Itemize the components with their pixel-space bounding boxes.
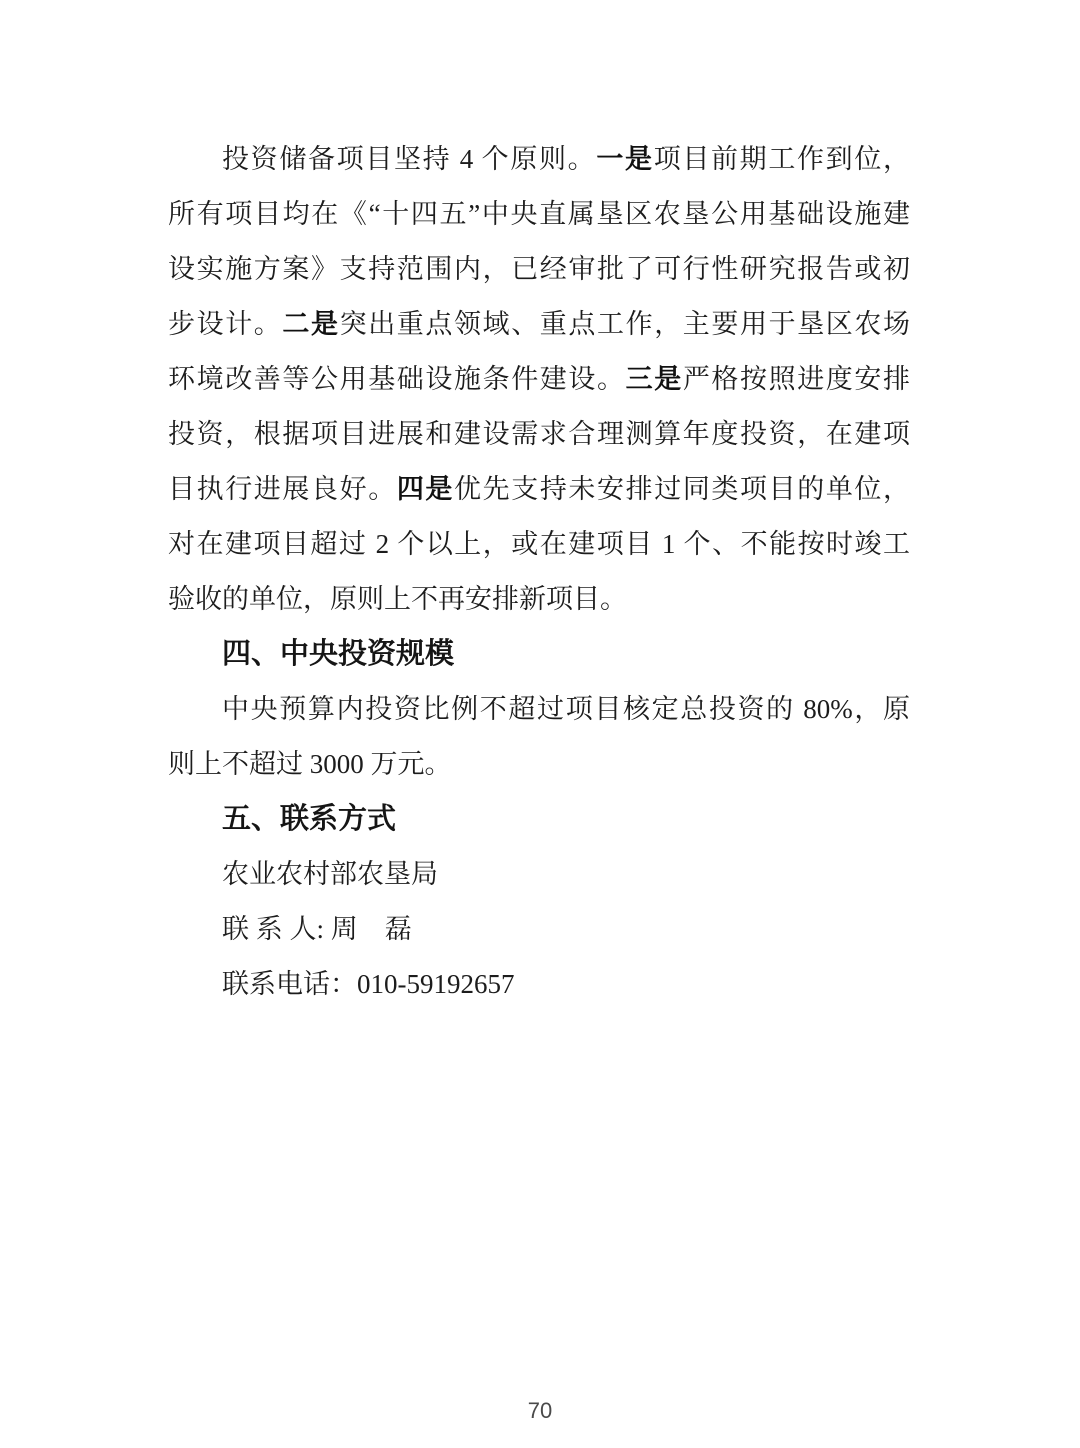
page-number: 70 — [527, 1398, 553, 1423]
body-text: 所有项目均在《“十四五”中央直属垦区农垦公用基础设施建 — [168, 199, 910, 229]
paragraph-line — [168, 352, 910, 407]
body-text: 突出重点领域、重点工作，主要用于垦区农场 — [339, 309, 911, 339]
paragraph-line — [168, 132, 910, 187]
body-text: 环境改善等公用基础设施条件建设。 — [168, 364, 626, 394]
emphasis-text-sanshi: 三是 — [625, 364, 683, 394]
emphasis-text-ershi: 二是 — [282, 309, 340, 339]
body-text: 联 系 人: 周 磊 — [222, 914, 412, 944]
emphasis-text-yishi: 一是 — [596, 144, 654, 174]
contact-department — [168, 847, 910, 902]
body-text: 步设计。 — [168, 309, 283, 339]
section-heading-contact-info — [168, 792, 910, 847]
body-text: 投资，根据项目进展和建设需求合理测算年度投资，在建项 — [168, 419, 910, 449]
body-text: 则上不超过 3000 万元。 — [168, 749, 452, 779]
body-text: 中央预算内投资比例不超过项目核定总投资的 80%，原 — [222, 694, 910, 724]
heading-text: 四、中央投资规模 — [222, 638, 455, 670]
body-text: 优先支持未安排过同类项目的单位， — [454, 474, 911, 504]
paragraph-line — [168, 682, 910, 737]
paragraph-line — [168, 572, 910, 627]
contact-person — [168, 902, 910, 957]
body-text: 验收的单位，原则上不再安排新项目。 — [168, 584, 627, 614]
contact-phone — [168, 957, 910, 1012]
body-text: 设实施方案》支持范围内，已经审批了可行性研究报告或初 — [168, 254, 910, 284]
paragraph-line — [168, 297, 910, 352]
body-text: 投资储备项目坚持 4 个原则。 — [222, 144, 597, 174]
paragraph-line — [168, 737, 910, 792]
body-text: 对在建项目超过 2 个以上，或在建项目 1 个、不能按时竣工 — [168, 529, 910, 559]
paragraph-line — [168, 242, 910, 297]
body-text: 联系电话：010-59192657 — [222, 969, 515, 999]
paragraph-line — [168, 407, 910, 462]
paragraph-line — [168, 187, 910, 242]
body-text: 目执行进展良好。 — [168, 474, 397, 504]
heading-text: 五、联系方式 — [222, 803, 397, 835]
body-text: 严格按照进度安排 — [682, 364, 911, 394]
paragraph-line — [168, 517, 910, 572]
document-text — [168, 132, 910, 1012]
emphasis-text-sishi: 四是 — [396, 474, 455, 504]
section-heading-central-investment-scale — [168, 627, 910, 682]
body-text: 农业农村部农垦局 — [222, 859, 438, 889]
paragraph-line — [168, 462, 910, 517]
body-text: 项目前期工作到位， — [653, 144, 911, 174]
